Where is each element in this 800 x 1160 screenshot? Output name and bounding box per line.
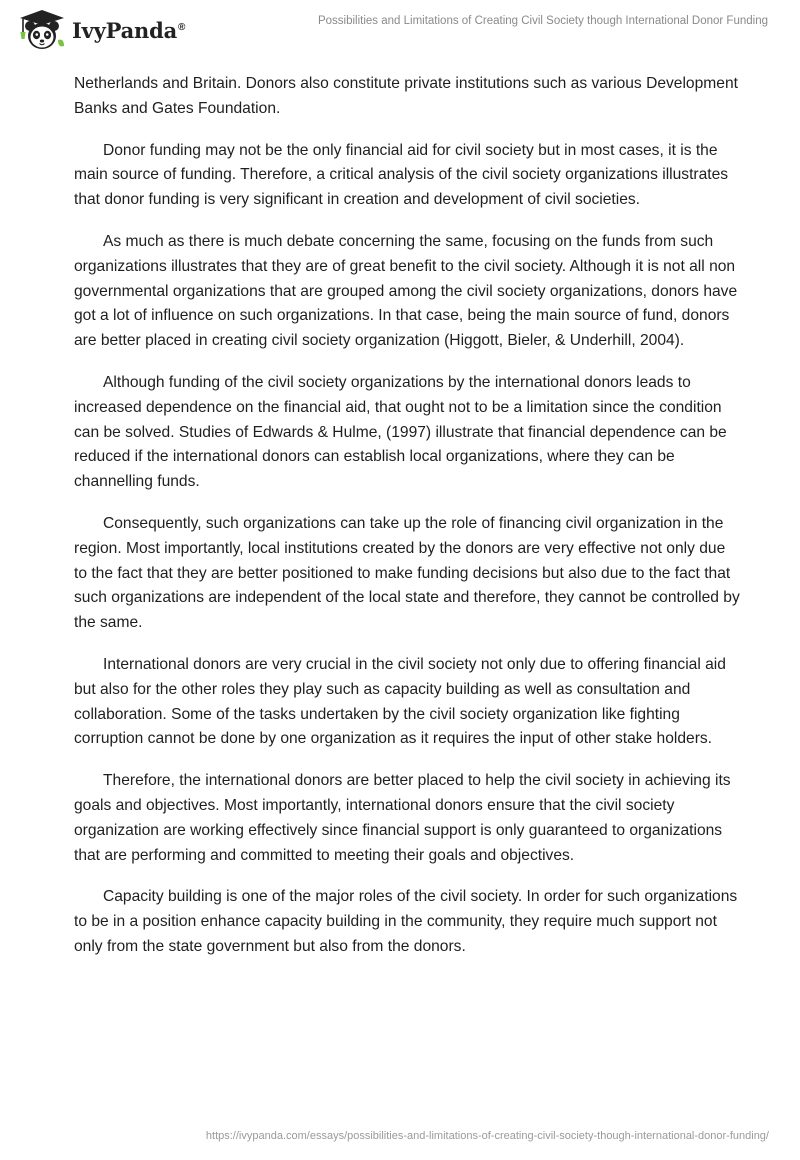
brand-name: IvyPanda® (72, 17, 186, 43)
ivypanda-logo[interactable] (14, 8, 185, 52)
paragraph: Although funding of the civil society organizations by the international donors leads to increased dependence on the financial aid, that ought not to be a limitation since the condition can be solved. Studies of Edwards & Hulme, (1997) illustrate that financial dependence can be reduced if the international donors can establish local organizations, where they can be channelling funds. (74, 373, 727, 491)
registered-mark: ® (178, 21, 186, 33)
essay-body (74, 72, 742, 977)
paragraph: Donor funding may not be the only financial aid for civil society but in most cases, it is the main source of funding. Therefore, a critical analysis of the civil society organizations illustrates that donor funding is very significant in creation and development of civil societies. (74, 141, 729, 209)
paragraph: Consequently, such organizations can take up the role of financing civil organization in the region. Most importantly, local institutions created by the donors are very effective not only due to the fact that they are better positioned to make funding decisions but also due to the fact that such organizations are independent of the local state and therefore, they cannot be controlled by the same. (74, 514, 740, 632)
paragraph: International donors are very crucial in the civil society not only due to offering financial aid but also for the other roles they play such as capacity building as well as consultation and collaboration. Some of the tasks undertaken by the civil society organization like fighting corruption cannot be done by one organization as it requires the input of other stake holders. (74, 655, 726, 748)
panda-graduate-icon (14, 8, 68, 52)
paragraph: Therefore, the international donors are better placed to help the civil society in achieving its goals and objectives. Most importantly, international donors ensure that the civil society organization are working effectively since financial support is only guaranteed to organizations that are performing and committed to meeting their goals and objectives. (74, 772, 731, 864)
running-title: Possibilities and Limitations of Creating Civil Society though International Donor Funding (317, 15, 768, 27)
paragraph: Capacity building is one of the major roles of the civil society. In order for such organizations to be in a position enhance capacity building in the community, they require much support not only from the state government but also from the donors. (74, 888, 738, 955)
page-header (0, 0, 800, 60)
paragraph: As much as there is much debate concerning the same, focusing on the funds from such organizations illustrates that they are of great benefit to the civil society. Although it is not all non governmental organizations that are grouped among the civil society organizations, donors have got a lot of influence on such organizations. In that case, being the main source of fund, donors are better placed in creating civil society organization (Higgott, Bieler, & Underhill, 2004). (74, 232, 738, 350)
source-url[interactable]: https://ivypanda.com/essays/possibilities-and-limitations-of-creating-civil-society-though-international-donor-funding/ (205, 1130, 769, 1142)
paragraph: Netherlands and Britain. Donors also constitute private institutions such as various Development Banks and Gates Foundation. (74, 75, 738, 117)
